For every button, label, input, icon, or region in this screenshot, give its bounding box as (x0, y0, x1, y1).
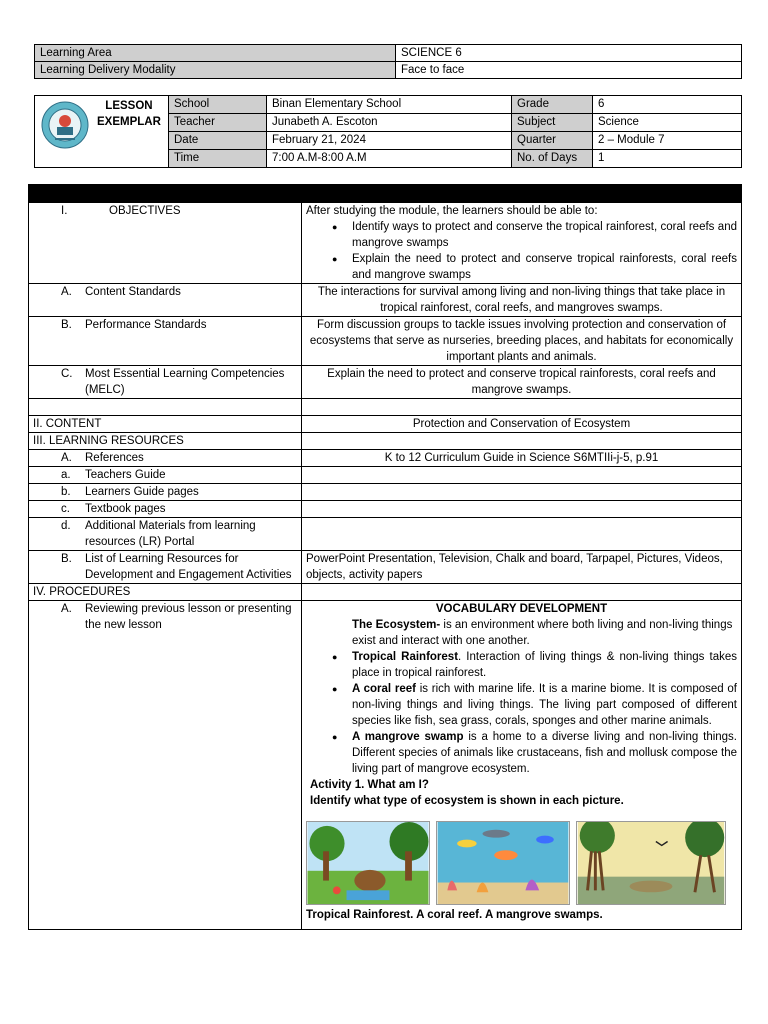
school-value: Binan Elementary School (267, 96, 512, 114)
content-label: II. CONTENT (29, 416, 302, 433)
vocab-list (332, 649, 737, 777)
learning-resources-list-row: B. List of Learning Resources for Development and Engagement Activities PowerPoint Presentation, Television, Chalk and board, Tarpapel, Pictures, Videos, objects, activity papers (29, 551, 742, 584)
content-row (29, 416, 742, 433)
days-value: 1 (593, 150, 742, 168)
modality-value: Face to face (396, 62, 742, 79)
learning-area-value: SCIENCE 6 (396, 45, 742, 62)
procedures-row (29, 584, 742, 601)
content-standards-row: A. Content Standards The interactions for survival among living and non-living things that take place in tropical rainforest, coral reefs, and mangroves swamps. (29, 284, 742, 317)
quarter-label: Quarter (512, 132, 593, 150)
school-seal-logo (41, 101, 89, 149)
references-row: A. References K to 12 Curriculum Guide in Science S6MTIIi-j-5, p.91 (29, 450, 742, 467)
objective-item: ● Explain the need to protect and conserve tropical rainforests, coral reefs and mangrove swamps (332, 251, 737, 283)
subject-value: Science (593, 114, 742, 132)
lesson-plan-table (28, 184, 742, 930)
vocab-item: ● Tropical Rainforest. Interaction of living things & non-living things takes place in tropical rainforest. (332, 649, 737, 681)
references-label: References (85, 452, 144, 464)
lesson-info-table (34, 95, 742, 168)
procedures-label: IV. PROCEDURES (29, 584, 302, 601)
vocab-item: ● A coral reef is rich with marine life. It is a marine biome. It is composed of non-living things and living things. The living part composed of different species like fish, sea grass, corals, sponges and other marine animals. (332, 681, 737, 729)
lesson-exemplar-title: LESSON EXEMPLAR (97, 100, 161, 128)
activity-instruction: Identify what type of ecosystem is shown in each picture. (310, 795, 624, 807)
objectives-num: I. (61, 205, 68, 217)
subject-label: Subject (512, 114, 593, 132)
content-standards-value: The interactions for survival among living and non-living things that take place in tropical rainforest, coral reefs, and mangroves swamps. (302, 284, 742, 317)
empty-row (29, 399, 742, 416)
logo-cell (35, 96, 169, 168)
resource-sub-row: b. Learners Guide pages (29, 484, 742, 501)
mangrove-swamp-picture (576, 821, 726, 905)
resource-sub-row: d. Additional Materials from learning resources (LR) Portal (29, 518, 742, 551)
time-value: 7:00 A.M-8:00 A.M (267, 150, 512, 168)
performance-standards-row: B. Performance Standards Form discussion groups to tackle issues involving protection and conservation of ecosystems that serve as nurseries, breeding places, and habitats for economically important plants and animals. (29, 317, 742, 366)
resource-sub-row: a. Teachers Guide (29, 467, 742, 484)
performance-standards-value: Form discussion groups to tackle issues involving protection and conservation of ecosystems that serve as nurseries, breeding places, and habitats for economically important plants and animals. (302, 317, 742, 366)
school-label: School (169, 96, 267, 114)
resources-list-value: PowerPoint Presentation, Television, Chalk and board, Tarpapel, Pictures, Videos, objects, activity papers (302, 551, 742, 584)
resources-row (29, 433, 742, 450)
objectives-label: OBJECTIVES (109, 205, 181, 217)
content-value: Protection and Conservation of Ecosystem (302, 416, 742, 433)
ecosystem-pictures (306, 821, 737, 905)
content-standards-label: Content Standards (85, 286, 181, 298)
melc-label: Most Essential Learning Competencies (MELC) (85, 368, 285, 396)
ecosystem-definition: The Ecosystem- is an environment where both living and non-living things exist and interact with one another. (352, 619, 733, 647)
objectives-row (29, 203, 742, 284)
days-label: No. of Days (512, 150, 593, 168)
date-value: February 21, 2024 (267, 132, 512, 150)
resources-list-label: List of Learning Resources for Development and Engagement Activities (85, 553, 292, 581)
objective-item: ● Identify ways to protect and conserve the tropical rainforest, coral reefs and mangrove swamps (332, 219, 737, 251)
header-table (34, 44, 742, 79)
activity-title: Activity 1. What am I? (310, 779, 429, 791)
grade-value: 6 (593, 96, 742, 114)
pictures-caption: Tropical Rainforest. A coral reef. A mangrove swamps. (306, 909, 603, 921)
review-row: A. Reviewing previous lesson or presenting the new lesson VOCABULARY DEVELOPMENT The Ecosystem- is an environment where both living and non-living things exist and interact with one another. ● Tropical Rainforest. Interaction of living things & non-living things takes place in tropical rainforest. ● A coral reef is rich with marine life. It is a marine biome. It is composed of non-living things and living things. The living part composed of different species like fish, sea grass, corals, sponges and other marine animals. ● A mangrove swamp is a home to a diverse living and non-living things. Different species of animals like crustaceans, fish and mollusk compose the living part of mangrove ecosystem. Activity 1. What am I? Identify what type of ecosystem is shown in each picture. Tropical Rainforest. A coral reef. A mangrove swamps. (29, 601, 742, 930)
learning-area-label: Learning Area (35, 45, 396, 62)
objectives-intro: After studying the module, the learners should be able to: (306, 205, 598, 217)
resources-label: III. LEARNING RESOURCES (29, 433, 302, 450)
black-header-bar (29, 185, 742, 203)
teacher-value: Junabeth A. Escoton (267, 114, 512, 132)
teacher-label: Teacher (169, 114, 267, 132)
vocab-item: ● A mangrove swamp is a home to a diverse living and non-living things. Different species of animals like crustaceans, fish and mollusk compose the living part of mangrove ecosystem. (332, 729, 737, 777)
objectives-list (332, 219, 737, 283)
melc-row: C. Most Essential Learning Competencies (MELC) Explain the need to protect and conserve tropical rainforests, coral reefs and mangrove swamps. (29, 366, 742, 399)
vocab-title: VOCABULARY DEVELOPMENT (435, 603, 608, 615)
rainforest-picture (306, 821, 430, 905)
references-value: K to 12 Curriculum Guide in Science S6MTIIi-j-5, p.91 (302, 450, 742, 467)
grade-label: Grade (512, 96, 593, 114)
melc-value: Explain the need to protect and conserve tropical rainforests, coral reefs and mangrove swamps. (302, 366, 742, 399)
performance-standards-label: Performance Standards (85, 319, 207, 331)
resource-sub-row: c. Textbook pages (29, 501, 742, 518)
modality-label: Learning Delivery Modality (35, 62, 396, 79)
coral-reef-picture (436, 821, 570, 905)
time-label: Time (169, 150, 267, 168)
quarter-value: 2 – Module 7 (593, 132, 742, 150)
review-label: Reviewing previous lesson or presenting the new lesson (85, 603, 292, 631)
date-label: Date (169, 132, 267, 150)
